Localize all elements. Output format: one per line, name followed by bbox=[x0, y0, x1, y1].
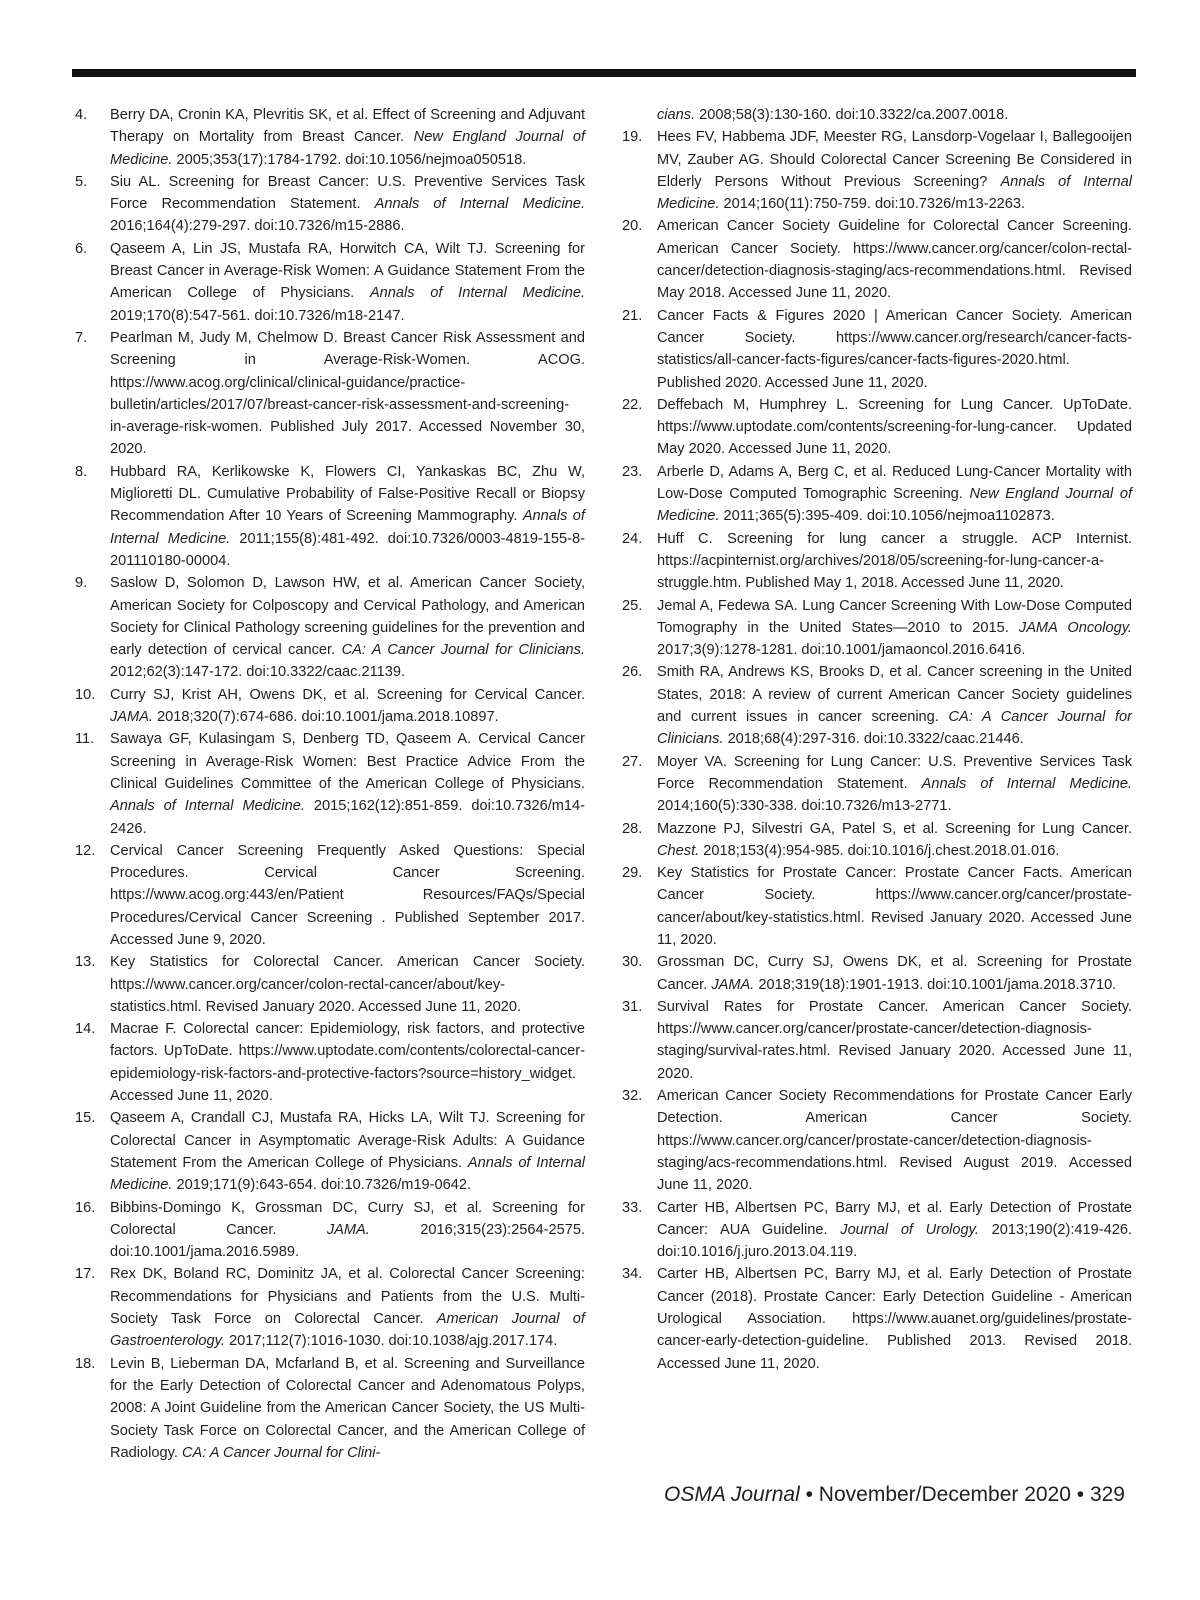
reference-item bbox=[75, 1353, 585, 1464]
reference-item bbox=[75, 684, 585, 729]
reference-details: 2018;320(7):674-686. doi:10.1001/jama.2018.10897. bbox=[152, 709, 499, 726]
reference-citation: Huff C. Screening for lung cancer a struggle. ACP Internist. https://acpinternist.org/archives/2018/05/screening-for-lung-cancer-a-struggle.htm. Published May 1, 2018. Accessed June 11, 2020. bbox=[657, 530, 1132, 592]
reference-item bbox=[75, 1197, 585, 1264]
reference-journal: Chest. bbox=[657, 842, 700, 859]
reference-text bbox=[657, 394, 1132, 461]
reference-text bbox=[110, 1107, 585, 1196]
page-footer bbox=[664, 1482, 1125, 1508]
reference-number: 32. bbox=[622, 1088, 643, 1105]
reference-citation: Levin B, Lieberman DA, Mcfarland B, et al. Screening and Surveillance for the Early Detection of Colorectal Cancer and Adenomatous Polyps, 2008: A Joint Guideline from the American Cancer Society, the US Multi-Society Task Force on Colorectal Cancer, and the American College of Radiology. bbox=[110, 1355, 585, 1461]
reference-item bbox=[622, 1085, 1132, 1196]
reference-citation: Siu AL. Screening for Breast Cancer: U.S. Preventive Services Task Force Recommendation Statement. bbox=[110, 173, 585, 213]
reference-number: 26. bbox=[622, 664, 643, 681]
reference-journal: CA: A Cancer Journal for Clinicians. bbox=[341, 642, 585, 659]
reference-number: 9. bbox=[75, 575, 88, 592]
reference-item bbox=[622, 305, 1132, 394]
footer-issue: November/December 2020 bbox=[818, 1483, 1071, 1506]
reference-citation: Berry DA, Cronin KA, Plevritis SK, et al. Effect of Screening and Adjuvant Therapy on Mortality from Breast Cancer. bbox=[110, 107, 585, 146]
reference-text bbox=[110, 238, 585, 327]
reference-citation: Cervical Cancer Screening Frequently Asked Questions: Special Procedures. Cervical Cancer Screening. https://www.acog.org:443/en/Patient Resources/FAQs/Special Procedures/Cervical Cancer Screening . Published September 2017. Accessed June 9, 2020. bbox=[110, 842, 585, 948]
reference-citation: Bibbins-Domingo K, Grossman DC, Curry SJ, et al. Screening for Colorectal Cancer. bbox=[110, 1199, 585, 1238]
reference-number: 18. bbox=[75, 1355, 96, 1372]
reference-number: 16. bbox=[75, 1199, 96, 1216]
reference-citation: Sawaya GF, Kulasingam S, Denberg TD, Qaseem A. Cervical Cancer Screening in Average-Risk Women: Best Practice Advice From the Clinical Guidelines Committee of the American College of Physicians. bbox=[110, 731, 585, 792]
reference-details: 2016;164(4):279-297. doi:10.7326/m15-2886. bbox=[110, 218, 405, 235]
reference-item bbox=[75, 1263, 585, 1352]
reference-item bbox=[622, 126, 1132, 215]
reference-item bbox=[75, 840, 585, 951]
reference-details: 2018;68(4):297-316. doi:10.3322/caac.21446. bbox=[723, 731, 1024, 748]
reference-details: 2014;160(5):330-338. doi:10.7326/m13-2771. bbox=[657, 798, 952, 815]
reference-item bbox=[75, 1107, 585, 1196]
reference-number: 14. bbox=[75, 1021, 96, 1038]
reference-journal: Journal of Urology. bbox=[840, 1221, 979, 1238]
reference-text bbox=[110, 1263, 585, 1352]
reference-text bbox=[657, 305, 1132, 394]
reference-number: 5. bbox=[75, 173, 88, 190]
reference-citation: Mazzone PJ, Silvestri GA, Patel S, et al. Screening for Lung Cancer. bbox=[657, 820, 1132, 837]
reference-number: 19. bbox=[622, 129, 643, 146]
reference-number: 20. bbox=[622, 218, 643, 235]
reference-number: 7. bbox=[75, 329, 88, 346]
reference-number: 23. bbox=[622, 463, 643, 480]
reference-citation: Arberle D, Adams A, Berg C, et al. Reduced Lung-Cancer Mortality with Low-Dose Computed Tomographic Screening. bbox=[657, 463, 1132, 503]
reference-number: 4. bbox=[75, 107, 88, 123]
reference-item bbox=[75, 572, 585, 683]
reference-number: 12. bbox=[75, 842, 96, 859]
reference-citation: Key Statistics for Prostate Cancer: Prostate Cancer Facts. American Cancer Society. https://www.cancer.org/cancer/prostate-cancer/about/key-statistics.html. Revised January 2020. Accessed June 11, 2020. bbox=[657, 865, 1132, 948]
reference-details: 2015;162(12):851-859. doi:10.7326/m14-2426. bbox=[110, 798, 586, 837]
reference-number: 33. bbox=[622, 1199, 643, 1216]
reference-text bbox=[657, 595, 1132, 662]
reference-journal: American Journal of Gastroenterology. bbox=[110, 1311, 585, 1350]
reference-journal: Annals of Internal Medicine. bbox=[374, 196, 586, 213]
footer-page-number: 329 bbox=[1089, 1483, 1125, 1506]
reference-number: 25. bbox=[622, 597, 643, 614]
reference-text bbox=[110, 572, 585, 683]
reference-continuation bbox=[622, 104, 1132, 126]
reference-text bbox=[657, 996, 1132, 1085]
reference-text bbox=[657, 215, 1132, 304]
reference-details: 2018;153(4):954-985. doi:10.1016/j.chest.2018.01.016. bbox=[699, 842, 1060, 859]
reference-citation: Carter HB, Albertsen PC, Barry MJ, et al. Early Detection of Prostate Cancer (2018). Prostate Cancer: Early Detection Guideline - American Urological Association. https://www.auanet.org/guidelines/prostate-cancer-early-detection-guideline. Published 2013. Revised 2018. Accessed June 11, 2020. bbox=[657, 1266, 1132, 1372]
reference-journal: JAMA. bbox=[326, 1221, 370, 1238]
reference-journal: Annals of Internal Medicine. bbox=[110, 508, 585, 547]
footer-journal: OSMA Journal bbox=[663, 1483, 800, 1506]
reference-number: 27. bbox=[622, 753, 643, 770]
reference-item bbox=[622, 862, 1132, 951]
reference-citation: American Cancer Society Guideline for Colorectal Cancer Screening. American Cancer Society. https://www.cancer.org/cancer/colon-rectal-cancer/detection-diagnosis-staging/acs-recommendations.html. Revised May 2018. Accessed June 11, 2020. bbox=[657, 218, 1132, 302]
reference-text bbox=[110, 684, 585, 729]
reference-item bbox=[622, 751, 1132, 818]
reference-text bbox=[657, 461, 1132, 528]
reference-journal: Annals of Internal Medicine. bbox=[110, 1154, 585, 1194]
reference-details: 2016;315(23):2564-2575. doi:10.1001/jama.2016.5989. bbox=[110, 1221, 585, 1261]
reference-text bbox=[110, 1018, 585, 1107]
reference-journal: CA: A Cancer Journal for Clini- bbox=[181, 1444, 381, 1461]
reference-text bbox=[657, 818, 1132, 863]
reference-number: 28. bbox=[622, 820, 643, 837]
reference-details: 2017;112(7):1016-1030. doi:10.1038/ajg.2017.174. bbox=[224, 1333, 558, 1350]
reference-item bbox=[622, 528, 1132, 595]
reference-citation: Rex DK, Boland RC, Dominitz JA, et al. Colorectal Cancer Screening: Recommendations for Physicians and Patients from the U.S. Multi-Society Task Force on Colorectal Cancer. bbox=[110, 1266, 585, 1328]
reference-citation: Carter HB, Albertsen PC, Barry MJ, et al. Early Detection of Prostate Cancer: AUA Guideline. bbox=[657, 1199, 1132, 1238]
reference-citation: Qaseem A, Lin JS, Mustafa RA, Horwitch CA, Wilt TJ. Screening for Breast Cancer in Average-Risk Women: A Guidance Statement From the American College of Physicians. bbox=[110, 240, 585, 302]
reference-number: 31. bbox=[622, 998, 643, 1015]
reference-journal: Annals of Internal Medicine. bbox=[657, 173, 1132, 213]
reference-text bbox=[657, 751, 1132, 818]
reference-item bbox=[75, 238, 585, 327]
reference-journal: JAMA Oncology. bbox=[1018, 619, 1132, 636]
reference-details: 2011;365(5):395-409. doi:10.1056/nejmoa1102873. bbox=[719, 508, 1055, 525]
reference-text bbox=[657, 1085, 1132, 1196]
reference-citation: Curry SJ, Krist AH, Owens DK, et al. Screening for Cervical Cancer. bbox=[110, 686, 585, 703]
reference-citation: Cancer Facts & Figures 2020 | American Cancer Society. American Cancer Society. https://www.cancer.org/research/cancer-facts-statistics/all-cancer-facts-figures/cancer-facts-figures-2020.html. Published 2020. Accessed June 11, 2020. bbox=[657, 307, 1132, 391]
reference-journal: New England Journal of Medicine. bbox=[110, 129, 586, 168]
reference-details: 2012;62(3):147-172. doi:10.3322/caac.21139. bbox=[110, 664, 406, 681]
reference-details: 2017;3(9):1278-1281. doi:10.1001/jamaoncol.2016.6416. bbox=[657, 642, 1026, 659]
reference-citation: Hubbard RA, Kerlikowske K, Flowers CI, Yankaskas BC, Zhu W, Miglioretti DL. Cumulative Probability of False-Positive Recall or Biopsy Recommendation After 10 Years of Screening Mammography. bbox=[110, 463, 585, 525]
reference-details: 2008;58(3):130-160. doi:10.3322/ca.2007.0018. bbox=[695, 107, 1009, 123]
reference-number: 29. bbox=[622, 865, 643, 882]
reference-item bbox=[75, 951, 585, 1018]
reference-item bbox=[622, 661, 1132, 750]
reference-citation: Survival Rates for Prostate Cancer. American Cancer Society. https://www.cancer.org/cancer/prostate-cancer/detection-diagnosis-staging/survival-rates.html. Revised January 2020. Accessed June 11, 2020. bbox=[657, 998, 1132, 1082]
reference-text bbox=[110, 461, 585, 572]
reference-number: 13. bbox=[75, 954, 96, 971]
references-left-column bbox=[75, 104, 585, 1464]
reference-item bbox=[75, 1018, 585, 1107]
reference-item bbox=[622, 394, 1132, 461]
reference-text bbox=[657, 1263, 1132, 1374]
reference-citation: Grossman DC, Curry SJ, Owens DK, et al. Screening for Prostate Cancer. bbox=[657, 954, 1132, 993]
reference-text bbox=[110, 1197, 585, 1264]
reference-text bbox=[657, 951, 1132, 996]
reference-number: 21. bbox=[622, 307, 643, 324]
reference-journal: CA: A Cancer Journal for Clinicians. bbox=[657, 709, 1132, 748]
reference-journal: cians. bbox=[657, 107, 696, 123]
reference-citation: Key Statistics for Colorectal Cancer. American Cancer Society. https://www.cancer.org/cancer/colon-rectal-cancer/about/key-statistics.html. Revised January 2020. Accessed June 11, 2020. bbox=[110, 954, 585, 1015]
reference-text bbox=[110, 951, 585, 1018]
reference-details: 2013;190(2):419-426. doi:10.1016/j.juro.2013.04.119. bbox=[657, 1221, 1132, 1261]
reference-number: 11. bbox=[75, 731, 95, 748]
reference-citation: Pearlman M, Judy M, Chelmow D. Breast Cancer Risk Assessment and Screening in Average-Risk-Women. ACOG. https://www.acog.org/clinical/clinical-guidance/practice-bulletin/articles/2017/07/breast-cancer-risk-assessment-and-screening-in-average-risk-women. Published July 2017. Accessed November 30, 2020. bbox=[110, 329, 585, 458]
reference-text bbox=[110, 728, 585, 839]
reference-text bbox=[657, 661, 1132, 750]
reference-number: 22. bbox=[622, 396, 643, 413]
reference-item bbox=[622, 1197, 1132, 1264]
reference-item bbox=[622, 1263, 1132, 1374]
reference-number: 6. bbox=[75, 240, 88, 257]
reference-text bbox=[657, 528, 1132, 595]
reference-details: 2014;160(11):750-759. doi:10.7326/m13-2263. bbox=[719, 196, 1026, 213]
reference-item bbox=[75, 461, 585, 572]
reference-details: 2011;155(8):481-492. doi:10.7326/0003-4819-155-8-201110180-00004. bbox=[110, 530, 585, 569]
reference-citation: Hees FV, Habbema JDF, Meester RG, Lansdorp-Vogelaar I, Ballegooijen MV, Zauber AG. Should Colorectal Cancer Screening Be Considered in Elderly Persons Without Previous Screening? bbox=[657, 129, 1132, 190]
reference-item bbox=[622, 818, 1132, 863]
reference-item bbox=[622, 215, 1132, 304]
reference-number: 15. bbox=[75, 1110, 96, 1127]
references-right-column bbox=[622, 104, 1132, 1375]
reference-text bbox=[110, 104, 585, 171]
reference-citation: Jemal A, Fedewa SA. Lung Cancer Screening With Low-Dose Computed Tomography in the United States—2010 to 2015. bbox=[657, 597, 1132, 636]
reference-journal: Annals of Internal Medicine. bbox=[921, 775, 1133, 792]
reference-details: 2018;319(18):1901-1913. doi:10.1001/jama.2018.3710. bbox=[754, 976, 1117, 993]
reference-number: 34. bbox=[622, 1266, 643, 1283]
reference-journal: JAMA. bbox=[711, 976, 755, 993]
reference-text bbox=[657, 1197, 1132, 1264]
reference-details: 2005;353(17):1784-1792. doi:10.1056/nejmoa050518. bbox=[172, 151, 527, 168]
reference-journal: JAMA. bbox=[110, 709, 153, 726]
reference-text bbox=[110, 1353, 585, 1464]
reference-item bbox=[75, 327, 585, 461]
header-rule bbox=[72, 69, 1136, 77]
reference-item bbox=[622, 951, 1132, 996]
reference-text bbox=[657, 862, 1132, 951]
reference-citation: Deffebach M, Humphrey L. Screening for Lung Cancer. UpToDate. https://www.uptodate.com/contents/screening-for-lung-cancer. Updated May 2020. Accessed June 11, 2020. bbox=[657, 396, 1132, 458]
reference-item bbox=[75, 171, 585, 238]
reference-journal: Annals of Internal Medicine. bbox=[110, 798, 305, 815]
reference-number: 30. bbox=[622, 954, 643, 971]
reference-number: 8. bbox=[75, 463, 88, 480]
reference-citation: Saslow D, Solomon D, Lawson HW, et al. American Cancer Society, American Society for Colposcopy and Cervical Pathology, and American Society for Clinical Pathology screening guidelines for the prevention and early detection of cervical cancer. bbox=[110, 575, 585, 659]
reference-citation: Qaseem A, Crandall CJ, Mustafa RA, Hicks LA, Wilt TJ. Screening for Colorectal Cancer in Asymptomatic Average-Risk Adults: A Guidance Statement From the American College of Physicians. bbox=[110, 1110, 585, 1171]
reference-details: 2019;170(8):547-561. doi:10.7326/m18-2147. bbox=[110, 307, 405, 324]
reference-item bbox=[622, 996, 1132, 1085]
reference-number: 24. bbox=[622, 530, 643, 547]
reference-text bbox=[110, 171, 585, 238]
reference-item bbox=[622, 461, 1132, 528]
reference-citation: American Cancer Society Recommendations for Prostate Cancer Early Detection. American Cancer Society. https://www.cancer.org/cancer/prostate-cancer/detection-diagnosis-staging/acs-recommendations.html. Revised August 2019. Accessed June 11, 2020. bbox=[657, 1088, 1132, 1194]
reference-item bbox=[75, 728, 585, 839]
reference-citation: Macrae F. Colorectal cancer: Epidemiology, risk factors, and protective factors. UpToDate. https://www.uptodate.com/contents/colorectal-cancer-epidemiology-risk-factors-and-protective-factors?source=history_widget. Accessed June 11, 2020. bbox=[110, 1021, 585, 1105]
reference-journal: Annals of Internal Medicine. bbox=[369, 285, 586, 302]
reference-number: 10. bbox=[75, 686, 96, 703]
footer-separator: • bbox=[799, 1483, 819, 1506]
reference-number: 17. bbox=[75, 1266, 96, 1283]
reference-details: 2019;171(9):643-654. doi:10.7326/m19-0642. bbox=[172, 1177, 472, 1194]
reference-journal: New England Journal of Medicine. bbox=[657, 486, 1133, 525]
reference-text bbox=[110, 840, 585, 951]
reference-text bbox=[657, 126, 1132, 215]
reference-citation: Moyer VA. Screening for Lung Cancer: U.S. Preventive Services Task Force Recommendation Statement. bbox=[657, 753, 1132, 792]
reference-item bbox=[75, 104, 585, 171]
reference-item bbox=[622, 595, 1132, 662]
reference-text bbox=[110, 327, 585, 461]
footer-separator: • bbox=[1070, 1483, 1090, 1506]
reference-citation: Smith RA, Andrews KS, Brooks D, et al. Cancer screening in the United States, 2018: A review of current American Cancer Society guidelines and current issues in cancer screening. bbox=[657, 664, 1132, 726]
